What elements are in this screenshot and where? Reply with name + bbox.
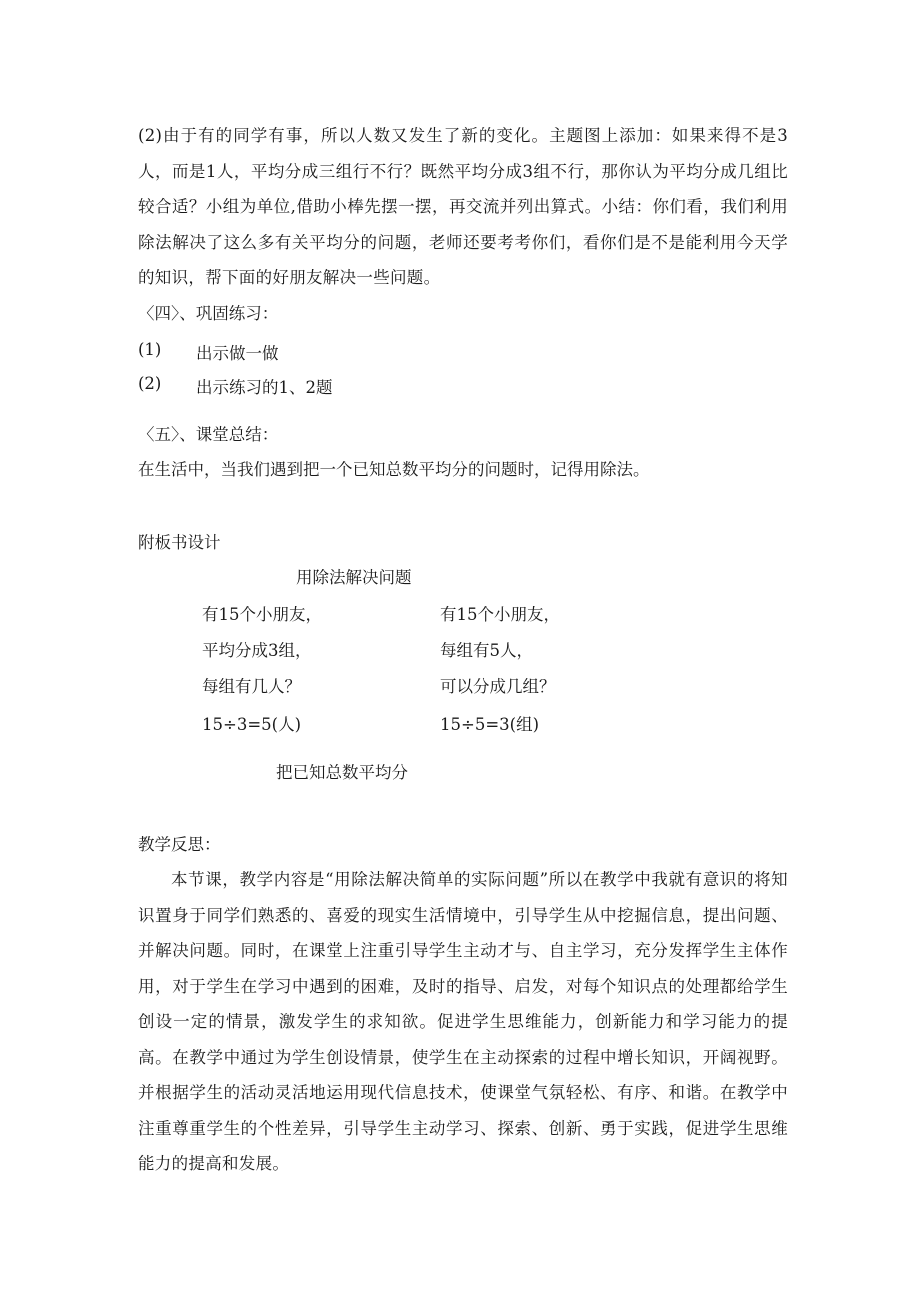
reflection-paragraph: 本节课，教学内容是“用除法解决简单的实际问题”所以在教学中我就有意识的将知识置身于同学们熟悉的、喜爱的现实生活情境中，引导学生从中挖掘信息，提出问题、并解决问题。同时，在课堂上注重引导学生主动才与、自主学习，充分发挥学生主体作用，对于学生在学习中遇到的困难，及时的指导、启发，对每个知识点的处理都给学生创设一定的情景，激发学生的求知欲。促进学生思维能力，创新能力和学习能力的提高。在教学中通过为学生创设情景，使学生在主动探索的过程中增长知识，开阔视野。并根据学生的活动灵活地运用现代信息技术，使课堂气氛轻松、有序、和谐。在教学中注重尊重学生的个性差异，引导学生主动学习、探索、创新、勇于实践，促进学生思维能力的提高和发展。 [138,870,788,1173]
board-right-equation: 15÷5=3(组) [440,715,540,734]
board-right-line-2: 每组有5人， [440,641,533,660]
summary-heading: 〈五〉、课堂总结： [138,425,279,444]
summary-text: 在生活中，当我们遇到把一个已知总数平均分的问题时，记得用除法。 [138,460,650,479]
board-left-line-3: 每组有几人？ [202,677,301,696]
reflection-heading: 教学反思： [138,835,221,854]
section2-paragraph: (2)由于有的同学有事，所以人数又发生了新的变化。主题图上添加：如果来得不是3人，而是1人，平均分成三组行不行？既然平均分成3组不行，那你认为平均分成几组比较合适？小组为单位,借助小棒先摆一摆，再交流并列出算式。小结：你们看，我们利用除法解决了这么多有关平均分的问题，老师还要考考你们，看你们是不是能利用今天学的知识，帮下面的好朋友解决一些问题。 [138,126,788,287]
practice-item-2-number: (2) [138,374,162,393]
board-title: 用除法解决问题 [296,568,412,587]
board-footer: 把已知总数平均分 [276,763,408,782]
board-left-line-2: 平均分成3组， [202,641,312,660]
practice-item-1-text: 出示做一做 [196,344,279,363]
practice-item-2-text: 出示练习的1、2题 [196,378,333,397]
practice-heading: 〈四〉、巩固练习： [138,304,279,323]
board-left-equation: 15÷3=5(人) [202,715,302,734]
board-right-line-3: 可以分成几组？ [440,677,556,696]
practice-item-1-number: (1) [138,340,162,359]
board-left-line-1: 有15个小朋友， [202,605,322,624]
board-heading: 附板书设计 [138,533,221,552]
board-right-line-1: 有15个小朋友， [440,605,560,624]
